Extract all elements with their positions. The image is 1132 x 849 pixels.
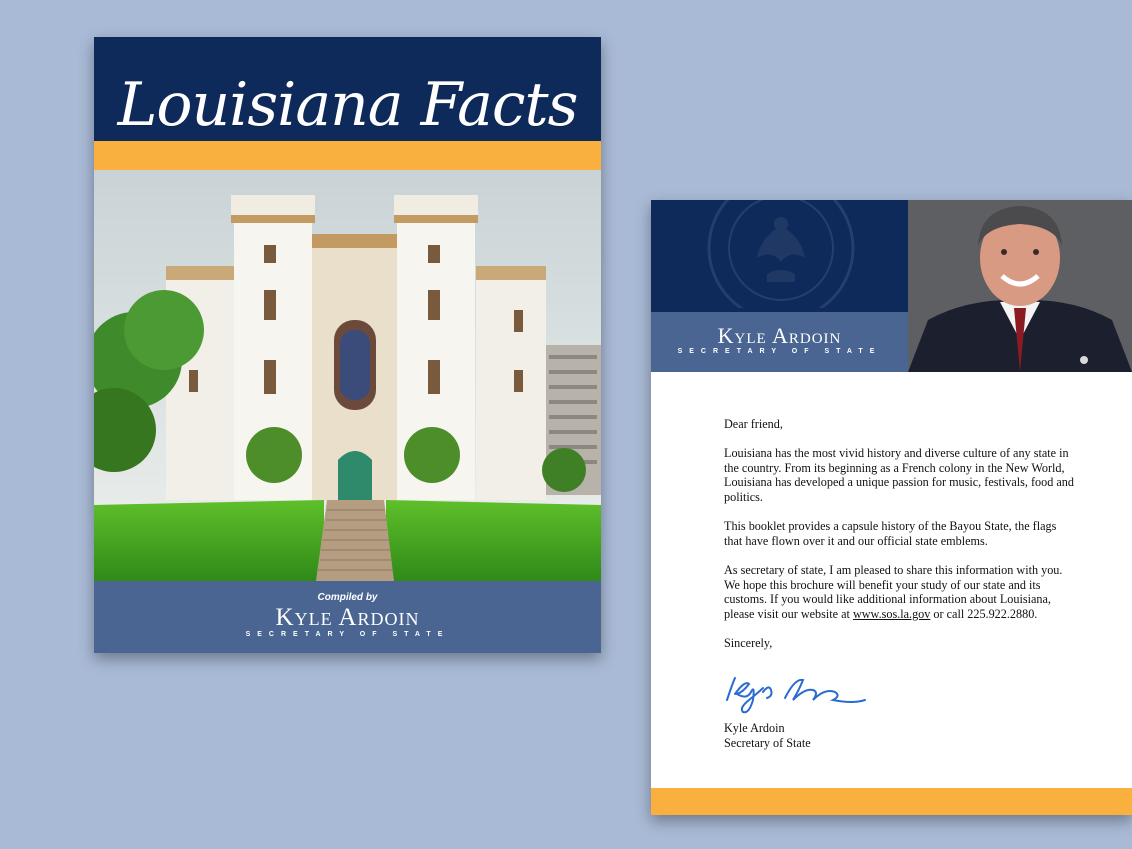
letter-paragraph-3 — [724, 563, 1076, 621]
welcome-letter-page — [651, 200, 1132, 815]
letter-greeting: Dear friend, — [724, 417, 783, 431]
cover-author-role: SECRETARY OF STATE — [245, 631, 450, 638]
letter-closing: Sincerely, — [724, 635, 773, 650]
letter-header-seal-area — [651, 200, 908, 312]
capitol-building-photo — [94, 170, 601, 581]
author-portrait-photo — [908, 200, 1132, 372]
cover-title: Louisiana Facts — [117, 70, 578, 140]
paragraph-3-phone-text: or call 225.922.2880. — [930, 606, 1038, 621]
signer-name: Kyle Ardoin — [724, 721, 785, 735]
letter-paragraph-2: This booklet provides a capsule history of the Bayou State, the flags that have flown over it and our official state emblems. — [724, 519, 1057, 548]
louisiana-state-seal-icon — [701, 200, 861, 308]
cover-footer-band — [94, 581, 601, 653]
website-link[interactable]: www.sos.la.gov — [852, 606, 931, 621]
letter-body — [724, 417, 1076, 665]
letter-header-name-band — [651, 312, 908, 372]
signature-block — [724, 721, 811, 751]
signer-title: Secretary of State — [724, 736, 811, 750]
cover-author-name: Kyle Ardoin — [275, 604, 420, 631]
handwritten-signature — [723, 670, 873, 720]
compiled-by-label: Compiled by — [317, 592, 378, 603]
paragraph-3-text: As secretary of state, I am pleased to share this information with you. We hope this brochure will benefit your study of our state and its customs. If you would like additional information about Louisiana, please visit our website at — [724, 562, 1063, 621]
letter-paragraph-1: Louisiana has the most vivid history and diverse culture of any state in the country. From its beginning as a French colony in the New World, Louisiana has developed a unique passion for music, festivals, food and politics. — [724, 446, 1074, 504]
booklet-cover — [94, 37, 601, 653]
header-author-role: SECRETARY OF STATE — [677, 348, 882, 355]
header-author-name: Kyle Ardoin — [717, 323, 842, 348]
letter-gold-footer-band — [651, 788, 1132, 815]
